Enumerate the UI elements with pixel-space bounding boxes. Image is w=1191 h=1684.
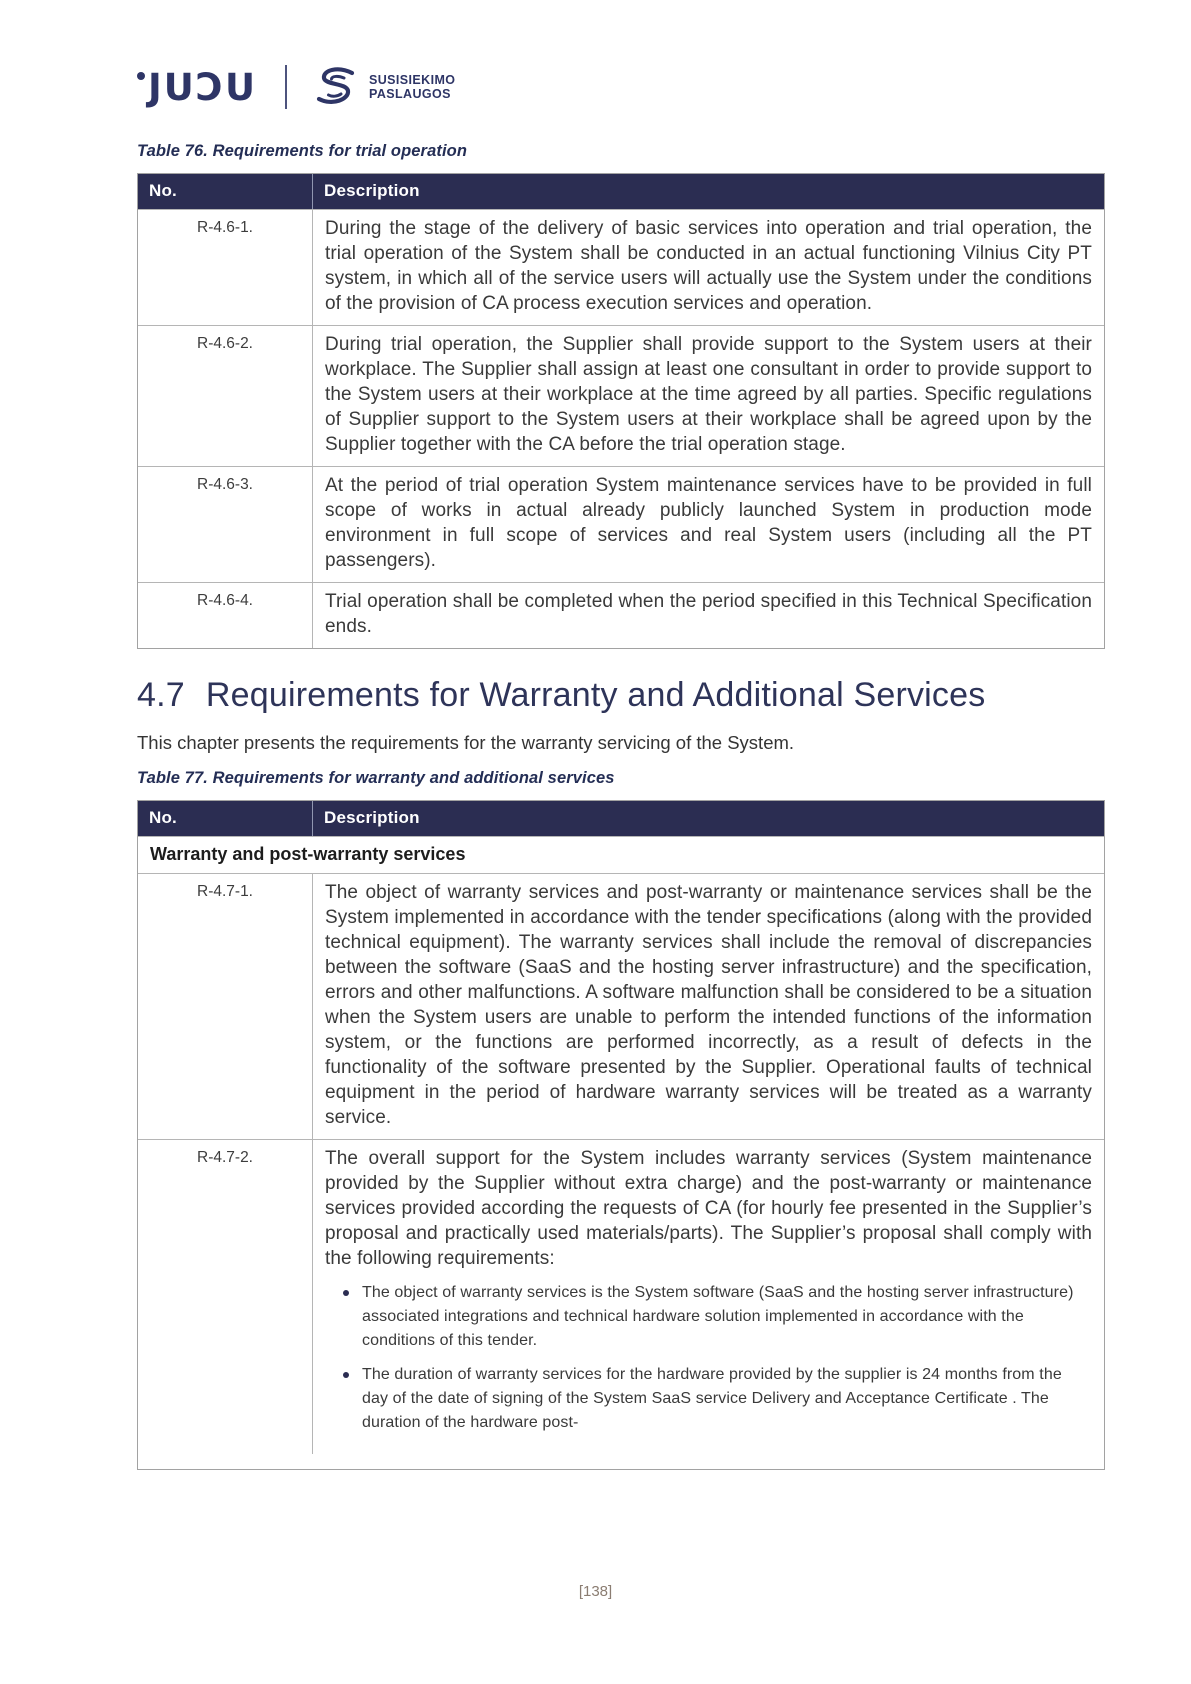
requirement-id: R-4.6-1. xyxy=(197,219,253,236)
bullet-icon xyxy=(343,1372,349,1378)
bullet-text: The object of warranty services is the System software (SaaS and the hosting server infrastructure) associated integrations and technical hardware solution implemented in accordance with the conditions of this tender. xyxy=(362,1284,1074,1349)
requirement-description: The overall support for the System includes warranty services (System maintenance provided by the Supplier without extra charge) and the post-warranty or maintenance services provided according the requests of CA (for hourly fee presented in the Supplier’s proposal and practically used materials/parts). The Supplier’s proposal shall comply with the following requirements: xyxy=(325,1148,1092,1269)
requirement-description: At the period of trial operation System maintenance services have to be provided in full scope of works in actual already publicly launched System in production mode environment in full scope of services and real System users (including all the PT passengers). xyxy=(312,467,1104,582)
bullet-icon xyxy=(343,1290,349,1296)
column-header-description: Description xyxy=(312,174,1104,209)
requirement-bullet-list xyxy=(343,1281,1092,1435)
judu-logo xyxy=(137,65,258,109)
logo-subtitle-line2: PASLAUGOS xyxy=(369,87,451,101)
list-item xyxy=(343,1363,1092,1435)
bullet-text: The duration of warranty services for the hardware provided by the supplier is 24 months from the day of the date of signing of the System SaaS service Delivery and Acceptance Certificate . The duration of the hardware post- xyxy=(362,1366,1062,1431)
requirement-description: During the stage of the delivery of basic services into operation and trial operation, the trial operation of the System shall be conducted in an actual functioning Vilnius City PT system, in which all of the service users will actually use the System under the conditions of the provision of CA process execution services and operation. xyxy=(312,210,1104,325)
table-row xyxy=(138,325,1104,466)
table-row xyxy=(138,582,1104,648)
requirement-description: Trial operation shall be completed when the period specified in this Technical Specification ends. xyxy=(312,583,1104,648)
logo-subtitle xyxy=(369,73,455,102)
column-header-no: No. xyxy=(149,808,177,827)
requirement-id: R-4.7-1. xyxy=(197,883,253,900)
susisiekimo-paslaugos-logo xyxy=(311,65,455,109)
requirement-description: The object of warranty services and post-warranty or maintenance services shall be the System implemented in accordance with the tender specifications (along with the provided technical equipment). The warranty services shall include the removal of discrepancies between the software (SaaS and the hosting server infrastructure) and the specification, errors and other malfunctions. A software malfunction shall be considered to be a situation when the System users are unable to perform the intended functions of the information system, or the functions are performed incorrectly, as a result of defects in the functionality of the software presented by the Supplier. Operational faults of technical equipment in the period of hardware warranty services will be treated as a warranty service. xyxy=(312,874,1104,1139)
table-row xyxy=(138,873,1104,1139)
section-heading xyxy=(137,676,1105,715)
table76-caption: Table 76. Requirements for trial operation xyxy=(137,142,467,160)
section-title: Requirements for Warranty and Additional Services xyxy=(205,676,986,714)
judu-logo-dot-icon xyxy=(137,72,145,80)
table77 xyxy=(137,800,1105,1470)
table-row xyxy=(138,466,1104,582)
requirement-description: During trial operation, the Supplier shall provide support to the System users at their workplace. The Supplier shall assign at least one consultant in order to provide support to the System users at their workplace at the time agreed by all parties. Specific regulations of Supplier support to the System users at their workplace shall be agreed upon by the Supplier together with the CA before the trial operation stage. xyxy=(312,326,1104,466)
table-row xyxy=(138,1139,1104,1454)
requirement-description-cell xyxy=(312,1140,1104,1454)
requirement-id: R-4.6-3. xyxy=(197,476,253,493)
table76-header-row xyxy=(138,174,1104,209)
table77-caption: Table 77. Requirements for warranty and additional services xyxy=(137,769,615,787)
logo xyxy=(137,62,1105,112)
column-header-no: No. xyxy=(149,181,177,200)
logo-divider xyxy=(285,65,287,109)
table-section-subheader: Warranty and post-warranty services xyxy=(138,836,1104,873)
requirement-id: R-4.7-2. xyxy=(197,1149,253,1166)
table76 xyxy=(137,173,1105,649)
section-intro-paragraph: This chapter presents the requirements for the warranty servicing of the System. xyxy=(137,732,795,753)
table-row xyxy=(138,209,1104,325)
requirement-id: R-4.6-2. xyxy=(197,335,253,352)
hand-s-icon xyxy=(311,65,361,109)
table77-header-row xyxy=(138,801,1104,836)
section-number: 4.7 xyxy=(137,676,185,714)
requirement-id: R-4.6-4. xyxy=(197,592,253,609)
logo-subtitle-line1: SUSISIEKIMO xyxy=(369,72,456,87)
page-number: [138] xyxy=(578,1583,613,1600)
list-item xyxy=(343,1281,1092,1353)
judu-logo-text: JUƆU xyxy=(148,65,258,109)
column-header-description: Description xyxy=(312,801,1104,836)
